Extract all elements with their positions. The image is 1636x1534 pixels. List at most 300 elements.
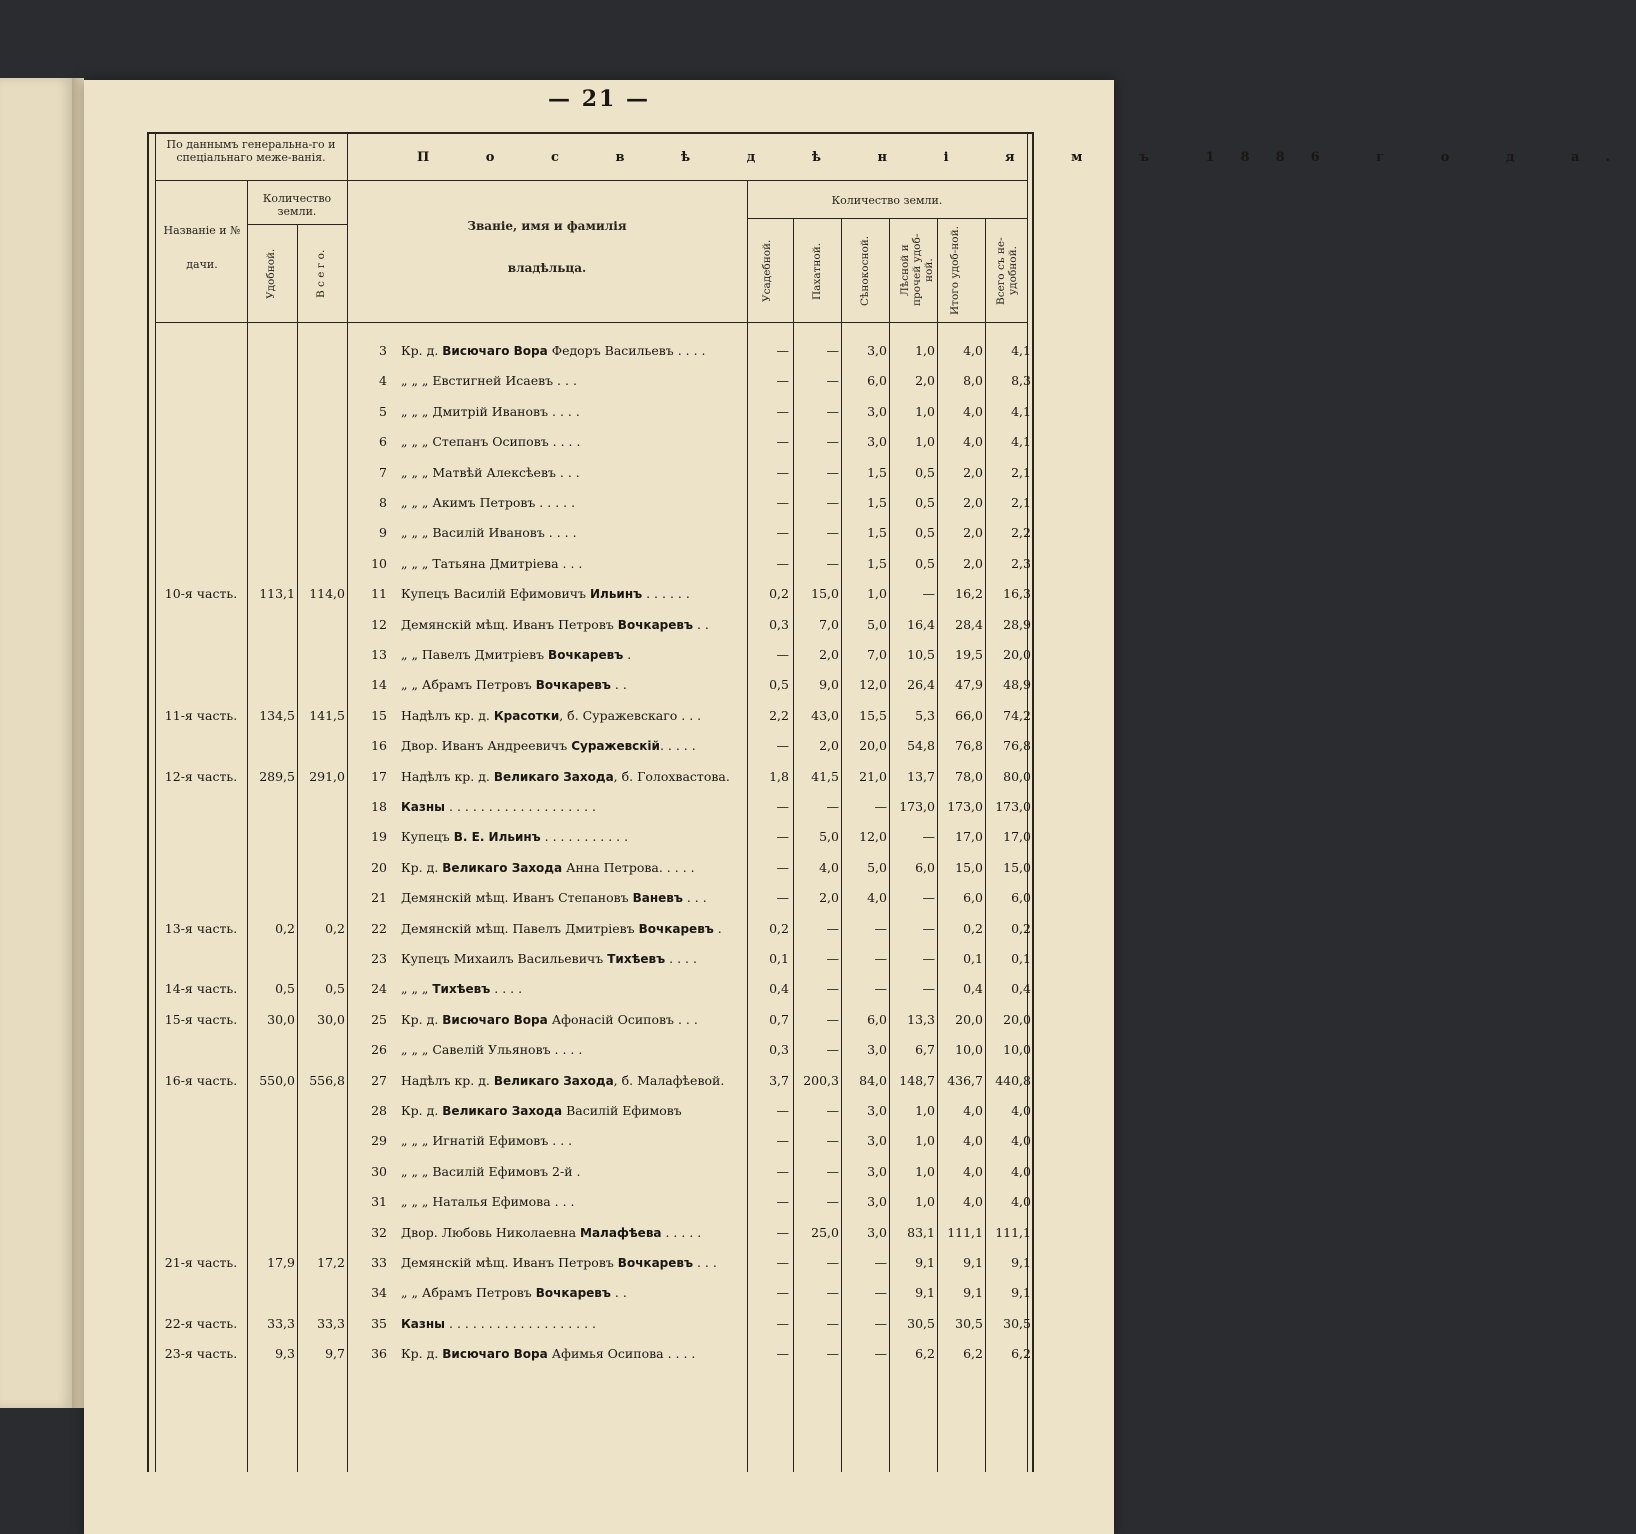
survey-udobnoi: 0,5 xyxy=(275,981,295,997)
owner-prefix: Кр. д. xyxy=(401,343,443,358)
owner-prefix: „ „ „ Василій Ефимовъ 2-й . xyxy=(401,1163,581,1179)
survey-vsego: 0,2 xyxy=(325,920,345,936)
owner-suffix: Федоръ Васильевъ . . . . xyxy=(547,343,706,358)
vsego-value: 2,1 xyxy=(1011,495,1031,510)
table-row xyxy=(147,974,1034,1004)
row-number: 34 xyxy=(371,1285,387,1301)
row-number: 29 xyxy=(371,1133,387,1149)
senokosnoi-value: 3,0 xyxy=(867,1194,887,1210)
itogo-value: 19,5 xyxy=(955,647,983,662)
pakhatnoi-value: — xyxy=(826,1103,839,1118)
table-row xyxy=(147,792,1034,822)
owner-suffix: . . . . . xyxy=(661,1224,702,1240)
owner-prefix: Двор. Любовь Николаевна xyxy=(401,1224,581,1240)
survey-vsego: 291,0 xyxy=(309,768,345,784)
owner-prefix: Демянскій мѣщ. Павелъ Дмитріевъ xyxy=(401,920,639,936)
owner-suffix: . . . xyxy=(682,890,707,906)
itogo-value: 28,4 xyxy=(955,616,983,632)
row-number: 14 xyxy=(371,677,387,693)
vsego-value: 20,0 xyxy=(1003,1011,1031,1027)
senokosnoi-value: 3,0 xyxy=(867,343,887,358)
owner-surname: Великаго Захода xyxy=(493,769,614,784)
owner-surname: Тихѣевъ xyxy=(607,952,666,966)
survey-vsego: 30,0 xyxy=(317,1011,345,1027)
row-number: 23 xyxy=(371,951,387,966)
usadebnoi-value: 2,2 xyxy=(769,707,789,723)
usadebnoi-value: — xyxy=(776,738,789,754)
vsego-value: 2,3 xyxy=(1011,555,1031,571)
lesnoi-value: 0,5 xyxy=(915,525,935,541)
itogo-value: 10,0 xyxy=(955,1042,983,1058)
senokosnoi-value: 1,5 xyxy=(867,555,887,571)
table-row xyxy=(147,1248,1034,1278)
vsego-value: 440,8 xyxy=(995,1072,1031,1088)
row-number: 35 xyxy=(371,1315,387,1331)
usadebnoi-value: 0,1 xyxy=(769,951,789,966)
survey-udobnoi: 289,5 xyxy=(259,768,295,784)
lesnoi-value: 1,0 xyxy=(915,1133,935,1149)
vsego-value: 4,0 xyxy=(1011,1103,1031,1118)
vsego-value: 173,0 xyxy=(995,799,1031,814)
survey-vsego: 114,0 xyxy=(309,586,345,602)
page-number: — 21 — xyxy=(548,86,650,112)
itogo-value: 2,0 xyxy=(963,555,983,571)
usadebnoi-value: — xyxy=(776,1103,789,1118)
itogo-value: 173,0 xyxy=(947,799,983,814)
owner-surname: Ильинъ xyxy=(589,587,643,602)
lesnoi-value: 173,0 xyxy=(899,799,935,814)
itogo-value: 4,0 xyxy=(963,1103,983,1118)
lesnoi-value: — xyxy=(922,586,935,602)
owner-name xyxy=(401,1012,741,1027)
owner-name xyxy=(401,921,741,936)
dacha-part: 10-я часть. xyxy=(164,586,238,602)
usadebnoi-value: — xyxy=(776,799,789,814)
survey-udobnoi: 134,5 xyxy=(259,707,295,723)
pakhatnoi-value: 25,0 xyxy=(811,1224,839,1240)
owner-suffix: . . . . . . xyxy=(642,586,690,602)
senokosnoi-value: 1,0 xyxy=(867,586,887,602)
vsego-value: 6,0 xyxy=(1011,890,1031,906)
vsego-value: 9,1 xyxy=(1011,1285,1031,1301)
owner-surname: Вочкаревъ xyxy=(617,617,694,632)
header-udobnoi: Удобной. xyxy=(265,248,277,300)
senokosnoi-value: 1,5 xyxy=(867,495,887,510)
row-number: 8 xyxy=(379,495,387,510)
owner-suffix: , б. Малафѣевой. xyxy=(613,1072,725,1088)
pakhatnoi-value: 7,0 xyxy=(819,616,839,632)
owner-suffix: . . xyxy=(610,1285,627,1301)
survey-udobnoi: 30,0 xyxy=(267,1011,295,1027)
usadebnoi-value: 0,4 xyxy=(769,981,789,997)
row-number: 27 xyxy=(371,1072,387,1088)
table-row xyxy=(147,1157,1034,1187)
vsego-value: 4,1 xyxy=(1011,343,1031,358)
lesnoi-value: — xyxy=(922,890,935,906)
owner-surname: Висючаго Вора xyxy=(442,1012,548,1027)
pakhatnoi-value: — xyxy=(826,343,839,358)
lesnoi-value: 148,7 xyxy=(899,1072,935,1088)
row-number: 4 xyxy=(379,373,387,389)
usadebnoi-value: — xyxy=(776,434,789,450)
header-itogo: Итого удоб-ной. xyxy=(949,226,961,316)
row-number: 18 xyxy=(371,799,387,814)
owner-suffix: Анна Петрова. . . . . xyxy=(562,859,695,875)
pakhatnoi-value: — xyxy=(826,951,839,966)
row-number: 3 xyxy=(379,343,387,358)
table-row xyxy=(147,853,1034,883)
pakhatnoi-value: — xyxy=(826,464,839,480)
usadebnoi-value: — xyxy=(776,1224,789,1240)
table-row xyxy=(147,944,1034,974)
table-row xyxy=(147,579,1034,609)
owner-surname: Висючаго Вора xyxy=(442,1347,548,1362)
owner-name xyxy=(401,951,741,966)
owner-prefix: „ „ „ Василій Ивановъ . . . . xyxy=(401,525,577,541)
dacha-part: 14-я часть. xyxy=(164,981,238,997)
owner-prefix: Кр. д. xyxy=(401,859,443,875)
owner-surname: В. Е. Ильинъ xyxy=(453,830,541,845)
dacha-part: 23-я часть. xyxy=(164,1346,238,1362)
itogo-value: 17,0 xyxy=(955,829,983,845)
lesnoi-value: 6,2 xyxy=(915,1346,935,1362)
lesnoi-value: 1,0 xyxy=(915,1194,935,1210)
table-row xyxy=(147,914,1034,944)
owner-name xyxy=(401,981,741,996)
row-number: 13 xyxy=(371,647,387,662)
pakhatnoi-value: — xyxy=(826,555,839,571)
owner-name xyxy=(401,1103,741,1118)
owner-name xyxy=(401,677,741,692)
table-row xyxy=(147,1278,1034,1308)
row-number: 11 xyxy=(371,586,387,602)
itogo-value: 16,2 xyxy=(955,586,983,602)
owner-prefix: „ „ Павелъ Дмитріевъ xyxy=(401,647,549,662)
itogo-value: 9,1 xyxy=(963,1285,983,1301)
pakhatnoi-value: 41,5 xyxy=(811,768,839,784)
owner-name xyxy=(401,769,741,784)
itogo-value: 2,0 xyxy=(963,495,983,510)
header-lesnoi: Лѣсной и прочей удоб-ной. xyxy=(899,233,935,307)
pakhatnoi-value: — xyxy=(826,495,839,510)
lesnoi-value: 0,5 xyxy=(915,464,935,480)
dacha-part: 21-я часть. xyxy=(164,1255,238,1270)
usadebnoi-value: — xyxy=(776,525,789,541)
vsego-value: 111,1 xyxy=(995,1224,1031,1240)
owner-suffix: Афимья Осипова . . . . xyxy=(547,1346,696,1362)
row-number: 26 xyxy=(371,1042,387,1058)
row-number: 28 xyxy=(371,1103,387,1118)
itogo-value: 6,0 xyxy=(963,890,983,906)
owner-prefix: Купецъ Михаилъ Васильевичъ xyxy=(401,951,608,966)
usadebnoi-value: — xyxy=(776,1133,789,1149)
row-number: 30 xyxy=(371,1163,387,1179)
owner-prefix: Купецъ Василій Ефимовичъ xyxy=(401,586,590,602)
pakhatnoi-value: 2,0 xyxy=(819,738,839,754)
owner-prefix: „ „ Абрамъ Петровъ xyxy=(401,1285,536,1301)
owner-name xyxy=(401,1042,741,1057)
vsego-value: 4,0 xyxy=(1011,1194,1031,1210)
owner-name xyxy=(401,647,741,662)
row-number: 7 xyxy=(379,464,387,480)
table-row xyxy=(147,1096,1034,1126)
lesnoi-value: 16,4 xyxy=(907,616,935,632)
lesnoi-value: 6,7 xyxy=(915,1042,935,1058)
table-row xyxy=(147,488,1034,518)
owner-prefix: Надѣлъ кр. д. xyxy=(401,707,494,723)
owner-surname: Великаго Захода xyxy=(442,860,563,875)
owner-suffix: . . . . xyxy=(665,951,697,966)
usadebnoi-value: — xyxy=(776,829,789,845)
itogo-value: 78,0 xyxy=(955,768,983,784)
owner-prefix: Демянскій мѣщ. Иванъ Петровъ xyxy=(401,616,618,632)
row-number: 21 xyxy=(371,890,387,906)
usadebnoi-value: — xyxy=(776,1315,789,1331)
table-row xyxy=(147,731,1034,761)
itogo-value: 66,0 xyxy=(955,707,983,723)
pakhatnoi-value: — xyxy=(826,1042,839,1058)
usadebnoi-value: 3,7 xyxy=(769,1072,789,1088)
owner-name xyxy=(401,890,741,905)
owner-prefix: Надѣлъ кр. д. xyxy=(401,768,494,784)
owner-prefix: „ „ „ Акимъ Петровъ . . . . . xyxy=(401,495,576,510)
vsego-value: 4,0 xyxy=(1011,1133,1031,1149)
senokosnoi-value: — xyxy=(874,920,887,936)
lesnoi-value: 2,0 xyxy=(915,373,935,389)
header-vsego: В с е г о. xyxy=(315,249,327,299)
row-number: 33 xyxy=(371,1255,387,1270)
vsego-value: 15,0 xyxy=(1003,859,1031,875)
survey-vsego: 0,5 xyxy=(325,981,345,997)
lesnoi-value: 13,7 xyxy=(907,768,935,784)
owner-name xyxy=(401,738,741,753)
owner-suffix: . . . . . . . . . . . . . . . . . . . xyxy=(445,1315,597,1331)
table-row xyxy=(147,1126,1034,1156)
survey-vsego: 556,8 xyxy=(309,1072,345,1088)
senokosnoi-value: 1,5 xyxy=(867,525,887,541)
table-row xyxy=(147,1187,1034,1217)
row-number: 6 xyxy=(379,434,387,450)
owner-prefix: „ „ „ Наталья Ефимова . . . xyxy=(401,1194,575,1210)
owner-prefix: Кр. д. xyxy=(401,1011,443,1027)
owner-prefix: „ „ „ xyxy=(401,981,433,997)
owner-name xyxy=(401,1346,741,1361)
survey-vsego: 9,7 xyxy=(325,1346,345,1362)
owner-prefix: „ „ „ Степанъ Осиповъ . . . . xyxy=(401,434,581,450)
pakhatnoi-value: 4,0 xyxy=(819,859,839,875)
itogo-value: 76,8 xyxy=(955,738,983,754)
senokosnoi-value: 3,0 xyxy=(867,1224,887,1240)
owner-name xyxy=(401,373,741,388)
dacha-part: 22-я часть. xyxy=(164,1315,238,1331)
usadebnoi-value: — xyxy=(776,859,789,875)
owner-name xyxy=(401,1194,741,1209)
lesnoi-value: 54,8 xyxy=(907,738,935,754)
senokosnoi-value: 12,0 xyxy=(859,829,887,845)
usadebnoi-value: — xyxy=(776,373,789,389)
pakhatnoi-value: — xyxy=(826,981,839,997)
itogo-value: 6,2 xyxy=(963,1346,983,1362)
owner-suffix: . . . . . . . . . . . . . . . . . . . xyxy=(445,799,597,814)
usadebnoi-value: — xyxy=(776,1255,789,1270)
table-row xyxy=(147,458,1034,488)
owner-name xyxy=(401,465,741,480)
owner-name xyxy=(401,1225,741,1240)
owner-prefix: Надѣлъ кр. д. xyxy=(401,1072,494,1088)
owner-suffix: . . . . xyxy=(490,981,523,997)
senokosnoi-value: — xyxy=(874,1346,887,1362)
row-number: 16 xyxy=(371,738,387,754)
owner-surname: Малафѣева xyxy=(580,1225,662,1240)
itogo-value: 30,5 xyxy=(955,1315,983,1331)
senokosnoi-value: 20,0 xyxy=(859,738,887,754)
survey-vsego: 17,2 xyxy=(317,1255,345,1270)
header-usadebnoi: Усадебной. xyxy=(761,239,773,303)
owner-name xyxy=(401,860,741,875)
pakhatnoi-value: 15,0 xyxy=(811,586,839,602)
pakhatnoi-value: 2,0 xyxy=(819,890,839,906)
dacha-part: 11-я часть. xyxy=(164,707,238,723)
owner-prefix: „ „ „ Татьяна Дмитріева . . . xyxy=(401,555,583,571)
header-general-survey: По даннымъ генеральна-го и спеціальнаго меже-ванія. xyxy=(166,138,336,164)
owner-suffix: . . xyxy=(610,677,627,693)
lesnoi-value: 1,0 xyxy=(915,1163,935,1179)
lesnoi-value: 1,0 xyxy=(915,343,935,358)
pakhatnoi-value: — xyxy=(826,1285,839,1301)
pakhatnoi-value: — xyxy=(826,1163,839,1179)
lesnoi-value: — xyxy=(922,981,935,997)
owner-surname: Красотки xyxy=(493,708,560,723)
senokosnoi-value: 3,0 xyxy=(867,1042,887,1058)
senokosnoi-value: 6,0 xyxy=(867,1011,887,1027)
itogo-value: 0,2 xyxy=(963,920,983,936)
owner-prefix: Демянскій мѣщ. Иванъ Степановъ xyxy=(401,890,633,906)
lesnoi-value: 9,1 xyxy=(915,1255,935,1270)
header-owner-col-2: владѣльца. xyxy=(507,261,587,275)
senokosnoi-value: 3,0 xyxy=(867,1163,887,1179)
senokosnoi-value: 3,0 xyxy=(867,403,887,419)
usadebnoi-value: — xyxy=(776,1163,789,1179)
owner-prefix: „ „ „ Евстигней Исаевъ . . . xyxy=(401,373,577,389)
owner-name xyxy=(401,1073,741,1088)
owner-surname: Великаго Захода xyxy=(493,1073,614,1088)
senokosnoi-value: 7,0 xyxy=(867,647,887,662)
itogo-value: 2,0 xyxy=(963,525,983,541)
owner-suffix: . xyxy=(623,647,632,662)
table-row xyxy=(147,701,1034,731)
lesnoi-value: 83,1 xyxy=(907,1224,935,1240)
itogo-value: 4,0 xyxy=(963,343,983,358)
usadebnoi-value: — xyxy=(776,1194,789,1210)
vsego-value: 8,3 xyxy=(1011,373,1031,389)
lesnoi-value: 26,4 xyxy=(907,677,935,693)
owner-surname: Вочкаревъ xyxy=(535,1286,611,1301)
usadebnoi-value: — xyxy=(776,1285,789,1301)
owner-surname: Вочкаревъ xyxy=(617,1256,694,1270)
header-vsego-neud: Всего съ не-удобной. xyxy=(995,237,1019,305)
lesnoi-value: 5,3 xyxy=(915,707,935,723)
owner-suffix: . . . . . . . . . . . xyxy=(540,829,629,845)
owner-surname: Тихѣевъ xyxy=(432,982,491,997)
owner-prefix: „ „ „ Игнатій Ефимовъ . . . xyxy=(401,1133,573,1149)
vsego-value: 17,0 xyxy=(1003,829,1031,845)
lesnoi-value: 6,0 xyxy=(915,859,935,875)
header-name-col: Названіе и № дачи. xyxy=(163,224,241,271)
row-number: 9 xyxy=(379,525,387,541)
owner-name xyxy=(401,829,741,844)
lesnoi-value: 0,5 xyxy=(915,495,935,510)
owner-name xyxy=(401,434,741,449)
header-pakhatnoi: Пахатной. xyxy=(811,242,823,300)
senokosnoi-value: — xyxy=(874,799,887,814)
senokosnoi-value: 12,0 xyxy=(859,677,887,693)
senokosnoi-value: 3,0 xyxy=(867,1103,887,1118)
table-row xyxy=(147,610,1034,640)
table-row xyxy=(147,670,1034,700)
senokosnoi-value: 5,0 xyxy=(867,859,887,875)
vsego-value: 4,1 xyxy=(1011,434,1031,450)
pakhatnoi-value: 9,0 xyxy=(819,677,839,693)
senokosnoi-value: — xyxy=(874,1315,887,1331)
owner-name xyxy=(401,708,741,723)
owner-suffix: . . . xyxy=(693,1255,717,1270)
vsego-value: 4,0 xyxy=(1011,1163,1031,1179)
survey-vsego: 141,5 xyxy=(309,707,345,723)
senokosnoi-value: 84,0 xyxy=(859,1072,887,1088)
usadebnoi-value: 0,5 xyxy=(769,677,789,693)
lesnoi-value: — xyxy=(922,951,935,966)
table-row xyxy=(147,1309,1034,1339)
row-number: 32 xyxy=(371,1224,387,1240)
pakhatnoi-value: — xyxy=(826,1255,839,1270)
senokosnoi-value: 21,0 xyxy=(859,768,887,784)
owner-prefix: „ „ „ Матвѣй Алексѣевъ . . . xyxy=(401,464,580,480)
owner-name xyxy=(401,556,741,571)
owner-surname: Казны xyxy=(401,800,446,814)
senokosnoi-value: 5,0 xyxy=(867,616,887,632)
survey-udobnoi: 9,3 xyxy=(275,1346,295,1362)
owner-name xyxy=(401,586,741,601)
owner-name xyxy=(401,1164,741,1179)
row-number: 5 xyxy=(379,403,387,419)
senokosnoi-value: — xyxy=(874,981,887,997)
itogo-value: 4,0 xyxy=(963,1163,983,1179)
owner-suffix: , б. Суражевскаго . . . xyxy=(559,707,702,723)
senokosnoi-value: 1,5 xyxy=(867,464,887,480)
owner-suffix: Афонасій Осиповъ . . . xyxy=(547,1011,698,1027)
survey-vsego: 33,3 xyxy=(317,1315,345,1331)
usadebnoi-value: 0,7 xyxy=(769,1011,789,1027)
usadebnoi-value: 0,3 xyxy=(769,616,789,632)
vsego-value: 16,3 xyxy=(1003,586,1031,602)
pakhatnoi-value: — xyxy=(826,1315,839,1331)
header-qty-land-right: Количество земли. xyxy=(831,194,943,207)
dacha-part: 12-я часть. xyxy=(164,768,238,784)
pakhatnoi-value: — xyxy=(826,1011,839,1027)
itogo-value: 9,1 xyxy=(963,1255,983,1270)
usadebnoi-value: 1,8 xyxy=(769,768,789,784)
row-number: 25 xyxy=(371,1011,387,1027)
lesnoi-value: 1,0 xyxy=(915,403,935,419)
itogo-value: 47,9 xyxy=(955,677,983,693)
owner-name xyxy=(401,1133,741,1148)
owner-surname: Ваневъ xyxy=(632,891,683,906)
pakhatnoi-value: — xyxy=(826,525,839,541)
itogo-value: 2,0 xyxy=(963,464,983,480)
pakhatnoi-value: 5,0 xyxy=(819,829,839,845)
row-number: 17 xyxy=(371,768,387,784)
owner-surname: Вочкаревъ xyxy=(535,678,611,693)
